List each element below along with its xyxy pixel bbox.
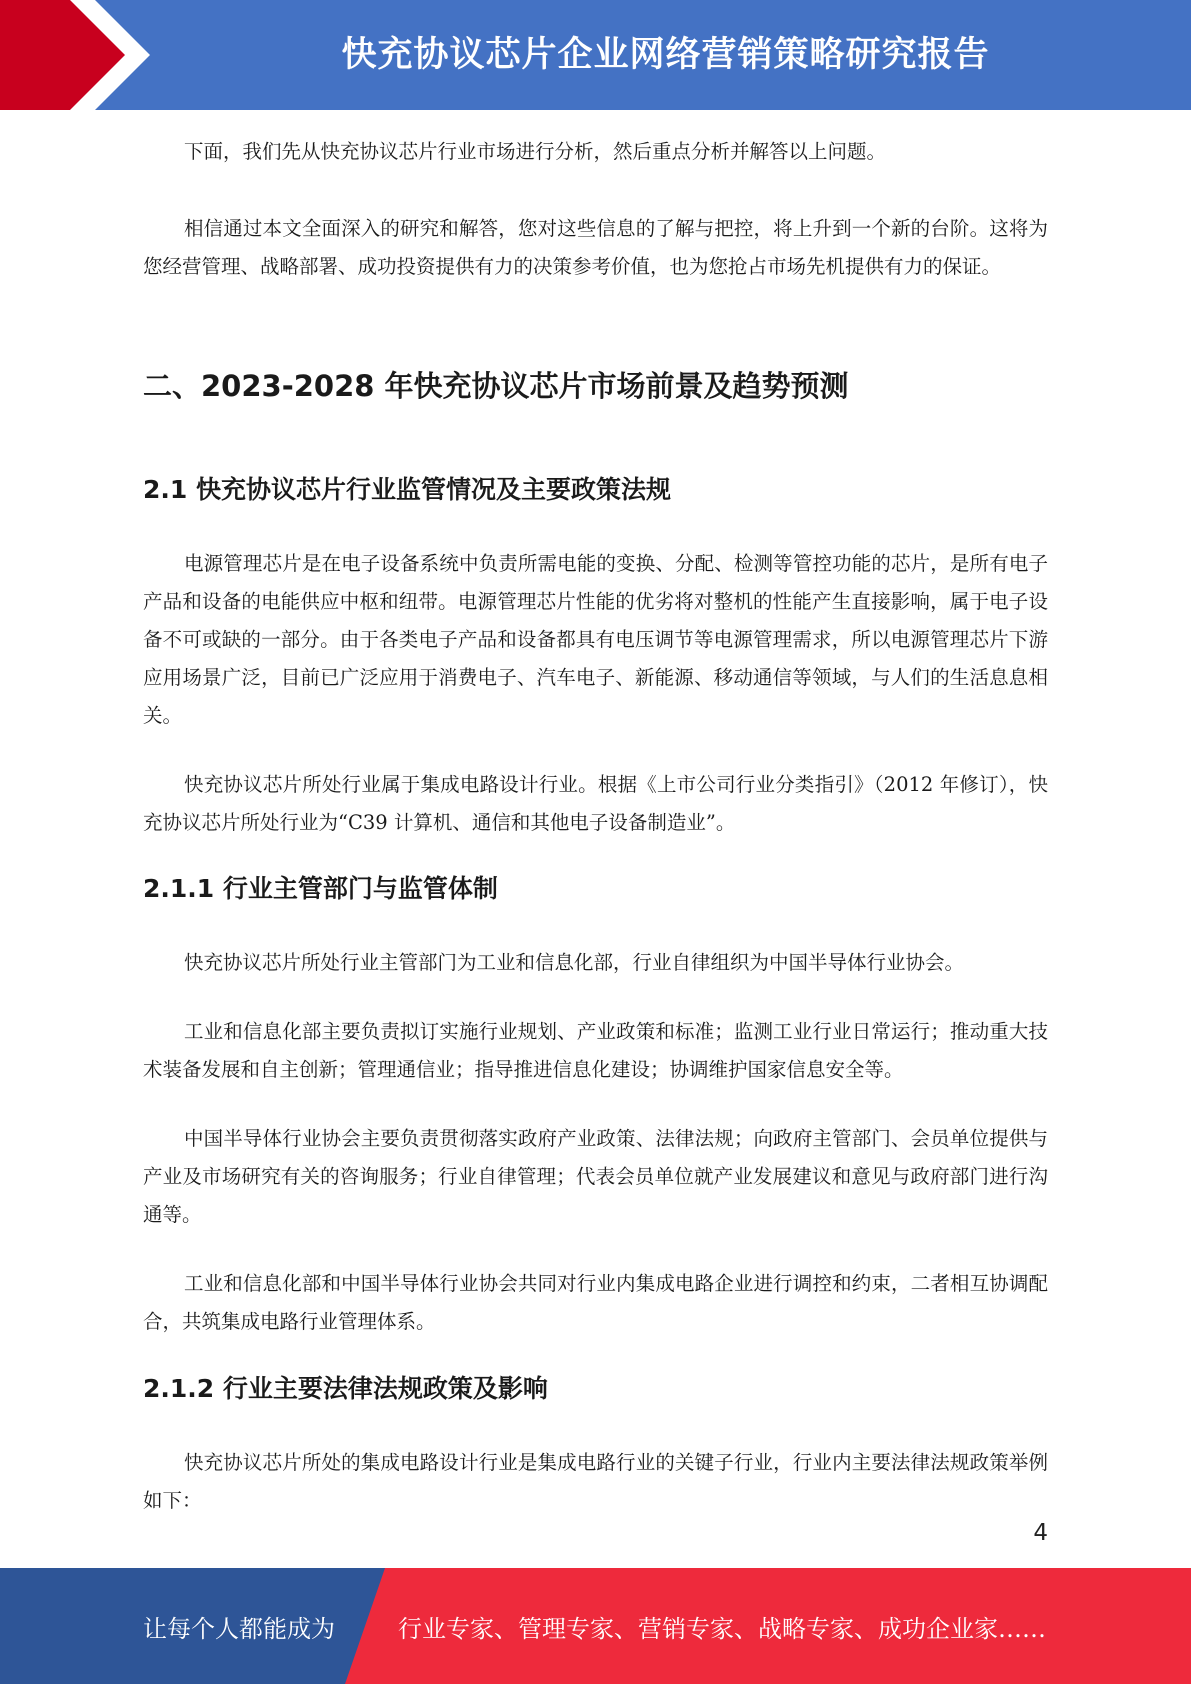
paragraph-csia: 中国半导体行业协会主要负责贯彻落实政府产业政策、法律法规；向政府主管部门、会员单位提供与产业及市场研究有关的咨询服务；行业自律管理；代表会员单位就产业发展建议和意见与政府部门进行沟通等。: [143, 1127, 1048, 1226]
footer-slogan-right: 行业专家、管理专家、营销专家、战略专家、成功企业家……: [398, 1614, 1046, 1643]
paragraph-regulator: 快充协议芯片所处行业主管部门为工业和信息化部，行业自律组织为中国半导体行业协会。: [184, 951, 965, 974]
paragraph-value: 相信通过本文全面深入的研究和解答，您对这些信息的了解与把控，将上升到一个新的台阶。这将为您经营管理、战略部署、成功投资提供有力的决策参考价值，也为您抢占市场先机提供有力的保证。: [143, 217, 1048, 278]
subsection-heading-2-1: 2.1 快充协议芯片行业监管情况及主要政策法规: [143, 475, 671, 504]
paragraph-power-chip: 电源管理芯片是在电子设备系统中负责所需电能的变换、分配、检测等管控功能的芯片，是所有电子产品和设备的电能供应中枢和纽带。电源管理芯片性能的优劣将对整机的性能产生直接影响，属于电子设备不可或缺的一部分。由于各类电子产品和设备都具有电压调节等电源管理需求，所以电源管理芯片下游应用场景广泛，目前已广泛应用于消费电子、汽车电子、新能源、移动通信等领域，与人们的生活息息相关。: [143, 552, 1048, 727]
paragraph-cooperation: 工业和信息化部和中国半导体行业协会共同对行业内集成电路企业进行调控和约束，二者相互协调配合，共筑集成电路行业管理体系。: [143, 1272, 1048, 1333]
subsection-heading-2-1-2: 2.1.2 行业主要法律法规政策及影响: [143, 1374, 548, 1403]
footer-slogan-left: 让每个人都能成为: [143, 1614, 335, 1643]
section-heading-2: 二、2023-2028 年快充协议芯片市场前景及趋势预测: [143, 369, 849, 403]
subsection-heading-2-1-1: 2.1.1 行业主管部门与监管体制: [143, 874, 498, 903]
page-number: 4: [1033, 1520, 1048, 1546]
paragraph-miit: 工业和信息化部主要负责拟订实施行业规划、产业政策和标准；监测工业行业日常运行；推动重大技术装备发展和自主创新；管理通信业；指导推进信息化建设；协调维护国家信息安全等。: [143, 1020, 1048, 1081]
paragraph-intro: 下面，我们先从快充协议芯片行业市场进行分析，然后重点分析并解答以上问题。: [184, 140, 887, 163]
paragraph-industry-class: 快充协议芯片所处行业属于集成电路设计行业。根据《上市公司行业分类指引》（2012 年修订），快充协议芯片所处行业为“C39 计算机、通信和其他电子设备制造业”。: [143, 773, 1048, 834]
page-footer: [0, 1568, 1191, 1684]
paragraph-laws-intro: 快充协议芯片所处的集成电路设计行业是集成电路行业的关键子行业，行业内主要法律法规政策举例如下：: [143, 1451, 1048, 1512]
page-header: [0, 0, 1191, 110]
header-chevron-logo: [0, 0, 150, 110]
document-title: 快充协议芯片企业网络营销策略研究报告: [341, 35, 990, 75]
